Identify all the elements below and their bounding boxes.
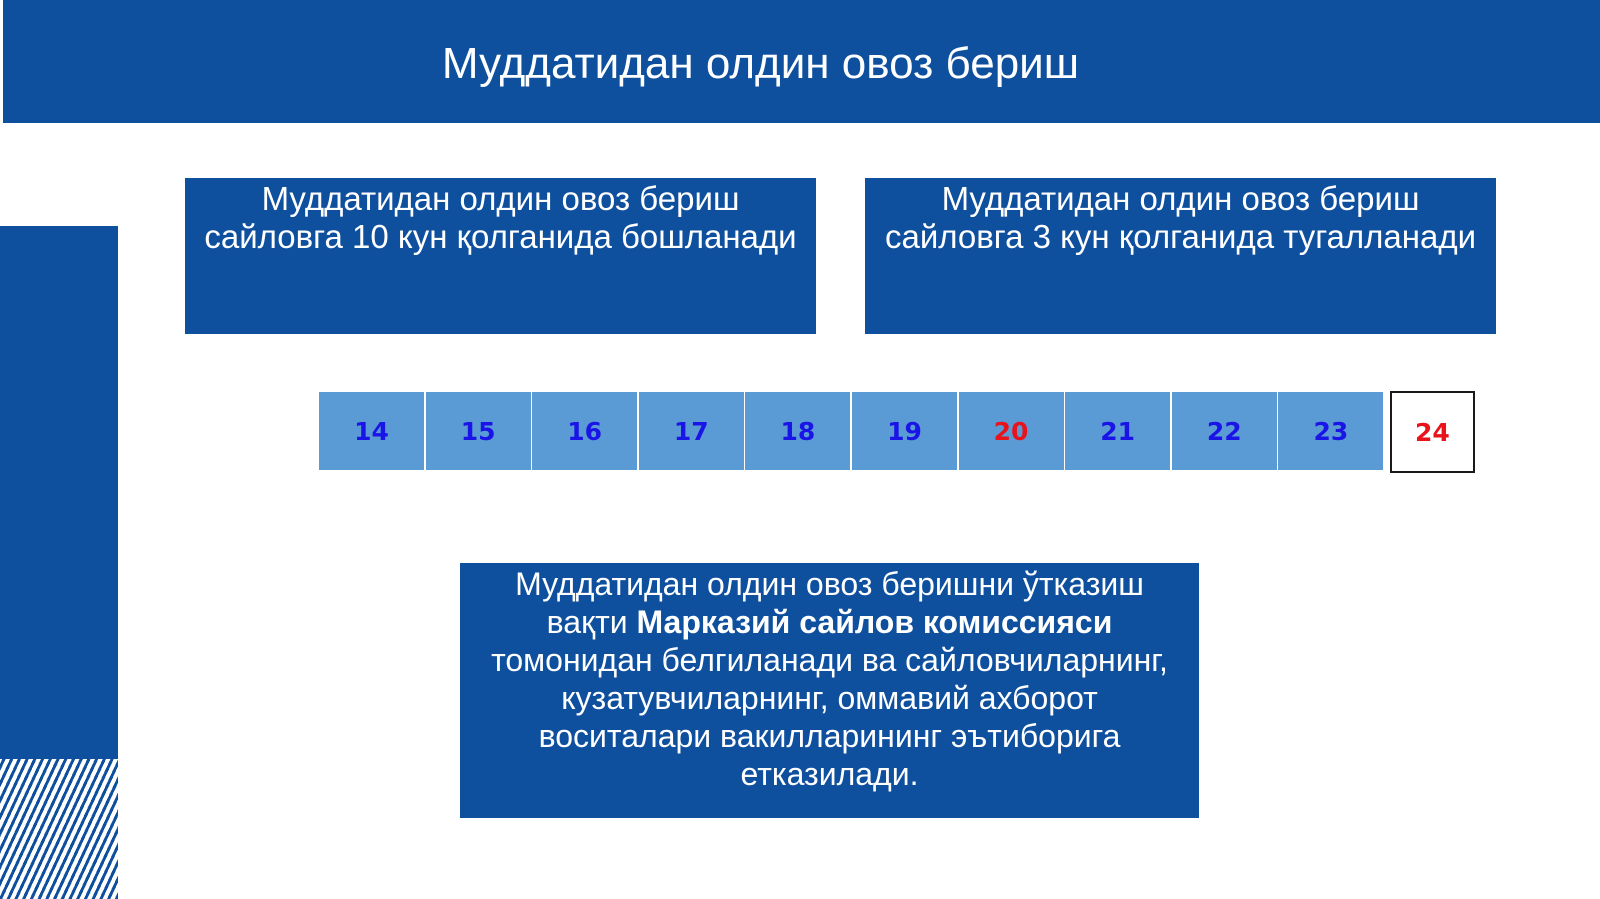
- voting-end-box: [865, 178, 1496, 334]
- election-day-cell: 24: [1390, 391, 1475, 473]
- day-cell-20: 20: [959, 392, 1064, 470]
- decorative-stripes: [0, 759, 118, 899]
- day-cell-22: 22: [1172, 392, 1277, 470]
- schedule-note-text-1: Муддатидан олдин овоз беришни ўтказиш вақти: [515, 566, 1144, 640]
- day-cell-14: 14: [319, 392, 424, 470]
- day-cell-16: 16: [532, 392, 637, 470]
- schedule-note-bold: Марказий сайлов комиссияси: [636, 604, 1113, 640]
- day-timeline: [319, 392, 1477, 470]
- day-cell-18: 18: [745, 392, 850, 470]
- decorative-side-bar: [0, 226, 118, 759]
- day-cell-17: 17: [639, 392, 744, 470]
- voting-end-text: Муддатидан олдин овоз бериш сайловга 3 кун қолганида тугалланади: [884, 180, 1477, 255]
- day-cell-21: 21: [1065, 392, 1170, 470]
- schedule-note-box: [460, 563, 1199, 818]
- title-bar: [3, 0, 1600, 123]
- slide-title: Муддатидан олдин овоз бериш: [441, 39, 1080, 88]
- voting-start-box: [185, 178, 816, 334]
- voting-start-text: Муддатидан олдин овоз бериш сайловга 10 кун қолганида бошланади: [204, 180, 797, 255]
- day-cell-15: 15: [426, 392, 531, 470]
- day-cell-23: 23: [1278, 392, 1383, 470]
- day-cell-19: 19: [852, 392, 957, 470]
- schedule-note-text-2: томонидан белгиланади ва сайловчиларнинг, кузатувчиларнинг, оммавий ахборот воситалари вакилларининг эътиборига етказилади.: [491, 642, 1168, 792]
